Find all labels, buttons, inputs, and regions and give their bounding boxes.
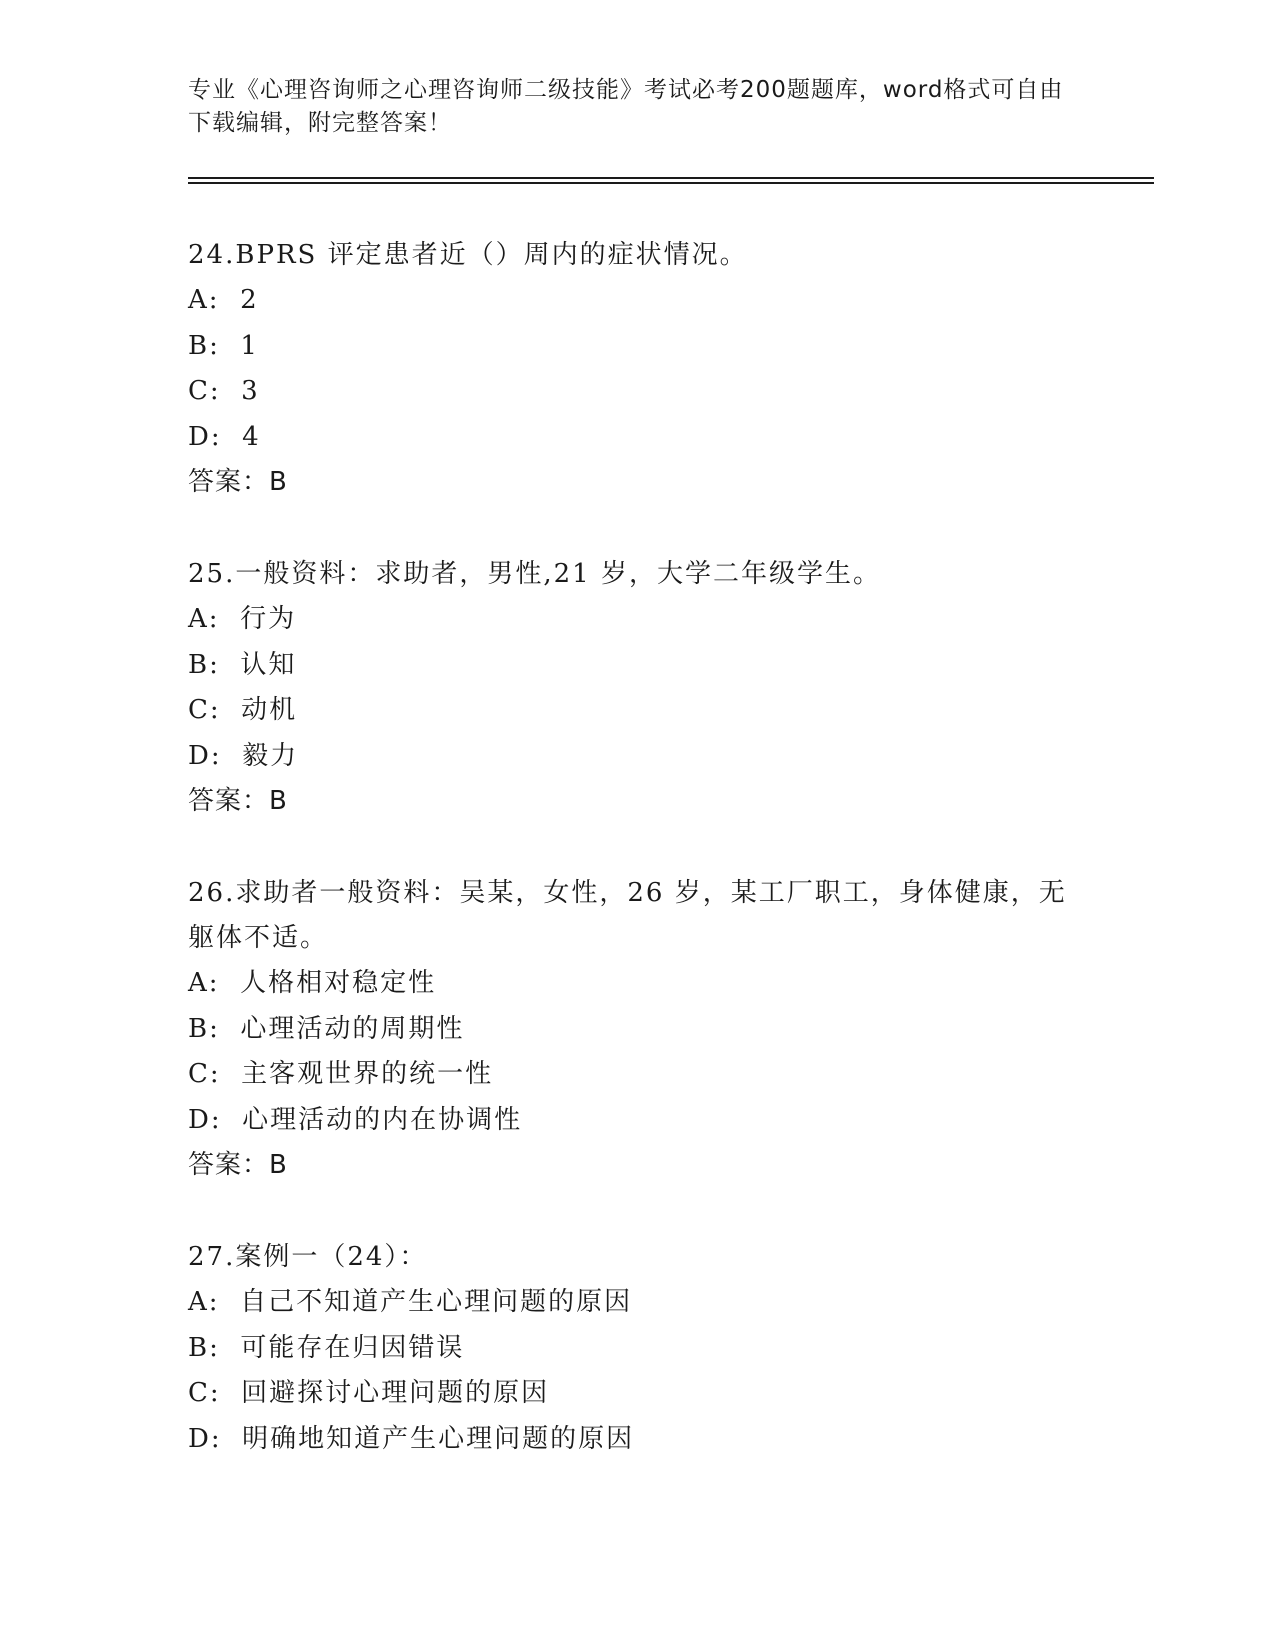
option-a: A: 自己不知道产生心理问题的原因: [188, 1287, 633, 1317]
option-c: C: 回避探讨心理问题的原因: [188, 1378, 550, 1408]
option-d: D: 心理活动的内在协调性: [188, 1104, 523, 1135]
option-a: A: 人格相对稳定性: [188, 968, 437, 998]
header-divider-top: [188, 177, 1154, 179]
question-25: [188, 552, 1088, 825]
answer-line: 答案：B: [188, 1150, 288, 1180]
question-24: [188, 233, 1088, 506]
option-c: C: 主客观世界的统一性: [188, 1059, 494, 1089]
option-b: B: 1: [188, 330, 259, 361]
option-c: C: 3: [188, 376, 260, 406]
document-description: 专业《心理咨询师之心理咨询师二级技能》考试必考200题题库，word格式可自由下载编辑，附完整答案！: [188, 77, 1064, 136]
question-stem: 24.BPRS 评定患者近（）周内的症状情况。: [188, 240, 748, 270]
answer-line: 答案：B: [188, 786, 288, 816]
question-stem: 26.求助者一般资料：吴某，女性，26 岁，某工厂职工，身体健康，无躯体不适。: [188, 878, 1067, 953]
option-c: C: 动机: [188, 695, 298, 725]
option-b: B: 可能存在归因错误: [188, 1332, 465, 1363]
option-a: A: 行为: [188, 604, 297, 634]
question-stem: 27.案例一（24）：: [188, 1242, 428, 1272]
question-26: [188, 871, 1088, 1189]
option-d: D: 明确地知道产生心理问题的原因: [188, 1423, 635, 1454]
option-d: D: 4: [188, 421, 261, 452]
option-a: A: 2: [188, 285, 259, 315]
question-stem: 25.一般资料：求助者，男性,21 岁，大学二年级学生。: [188, 559, 881, 589]
answer-line: 答案：B: [188, 467, 288, 497]
header-divider-bottom: [188, 182, 1154, 184]
option-b: B: 心理活动的周期性: [188, 1013, 465, 1044]
option-d: D: 毅力: [188, 740, 299, 771]
question-27: [188, 1235, 1088, 1462]
option-b: B: 认知: [188, 649, 297, 680]
